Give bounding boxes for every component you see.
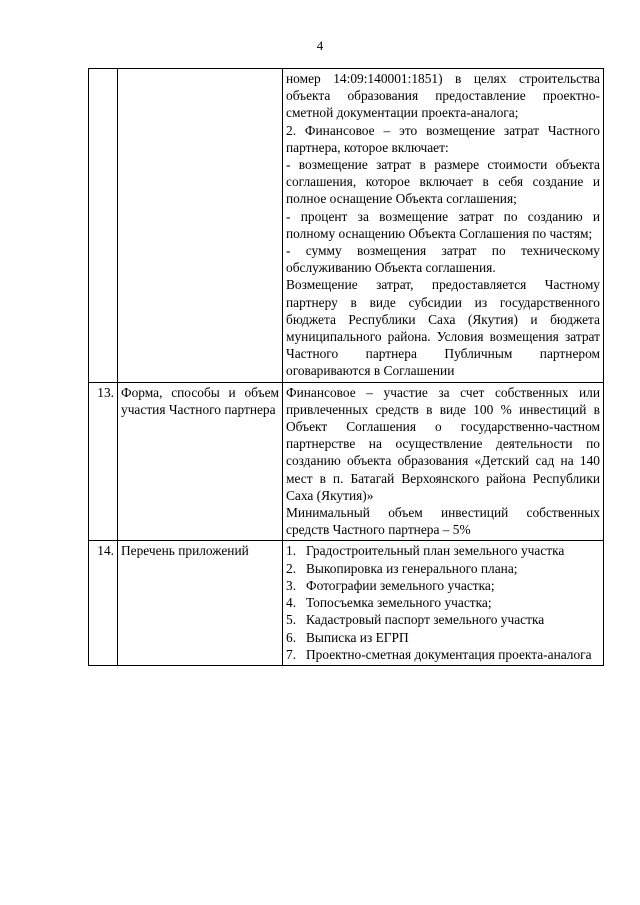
- row-number-cell: [89, 69, 118, 383]
- content-paragraph: - процент за возмещение затрат по созданию и полному оснащению Объекта Соглашения по частям;: [286, 208, 600, 241]
- row-content-cell: [283, 69, 604, 383]
- content-paragraph: 2. Финансовое – это возмещение затрат Частного партнера, которое включает:: [286, 122, 600, 155]
- appendix-list: [286, 542, 600, 662]
- row-number-cell: 13.: [89, 382, 118, 541]
- row-number-cell: 14.: [89, 541, 118, 665]
- table-row-continued: [89, 69, 604, 383]
- list-item: 5. Кадастровый паспорт земельного участка: [286, 612, 545, 628]
- list-item: 2. Выкопировка из генерального плана;: [286, 560, 518, 576]
- page-number: 4: [316, 38, 324, 53]
- table-row-14: [89, 541, 604, 665]
- content-paragraph: Возмещение затрат, предоставляется Частному партнеру в виде субсидии из государственного бюджета Республики Саха (Якутия) и бюджета муниципального района. Условия возмещения затрат Частного партнера Публичным партнером оговариваются в Соглашении: [286, 277, 600, 379]
- content-paragraph: - сумму возмещения затрат по техническому обслуживанию Объекта соглашения.: [286, 243, 600, 276]
- list-item: 4. Топосъемка земельного участка;: [286, 595, 492, 611]
- list-item: 3. Фотографии земельного участка;: [286, 577, 495, 593]
- row-content-cell: [283, 541, 604, 665]
- content-paragraph: Финансовое – участие за счет собственных или привлеченных средств в виде 100 % инвестиций в Объект Соглашения о государственно-частном партнерстве на осуществление деятельности по созданию объекта образования «Детский сад на 140 мест в п. Батагай Верхоянского района Республики Саха (Якутия)»: [286, 384, 600, 503]
- list-item: 7. Проектно-сметная документация проекта-аналога: [286, 646, 592, 662]
- document-table: [88, 68, 604, 666]
- table-row-13: [89, 382, 604, 541]
- list-item: 6. Выписка из ЕГРП: [286, 629, 409, 645]
- row-title-cell: Перечень приложений: [118, 541, 283, 665]
- content-paragraph: Минимальный объем инвестиций собственных средств Частного партнера – 5%: [286, 505, 600, 538]
- row-title-cell: Форма, способы и объем участия Частного партнера: [118, 382, 283, 541]
- list-item: 1. Градостроительный план земельного участка: [286, 543, 565, 559]
- content-paragraph: номер 14:09:140001:1851) в целях строительства объекта образования предоставление проектно-сметной документации проекта-аналога;: [286, 71, 600, 121]
- row-content-cell: [283, 382, 604, 541]
- row-title-cell: [118, 69, 283, 383]
- content-paragraph: - возмещение затрат в размере стоимости объекта соглашения, которое включает в себя создание и полное оснащение Объекта соглашения;: [286, 157, 600, 207]
